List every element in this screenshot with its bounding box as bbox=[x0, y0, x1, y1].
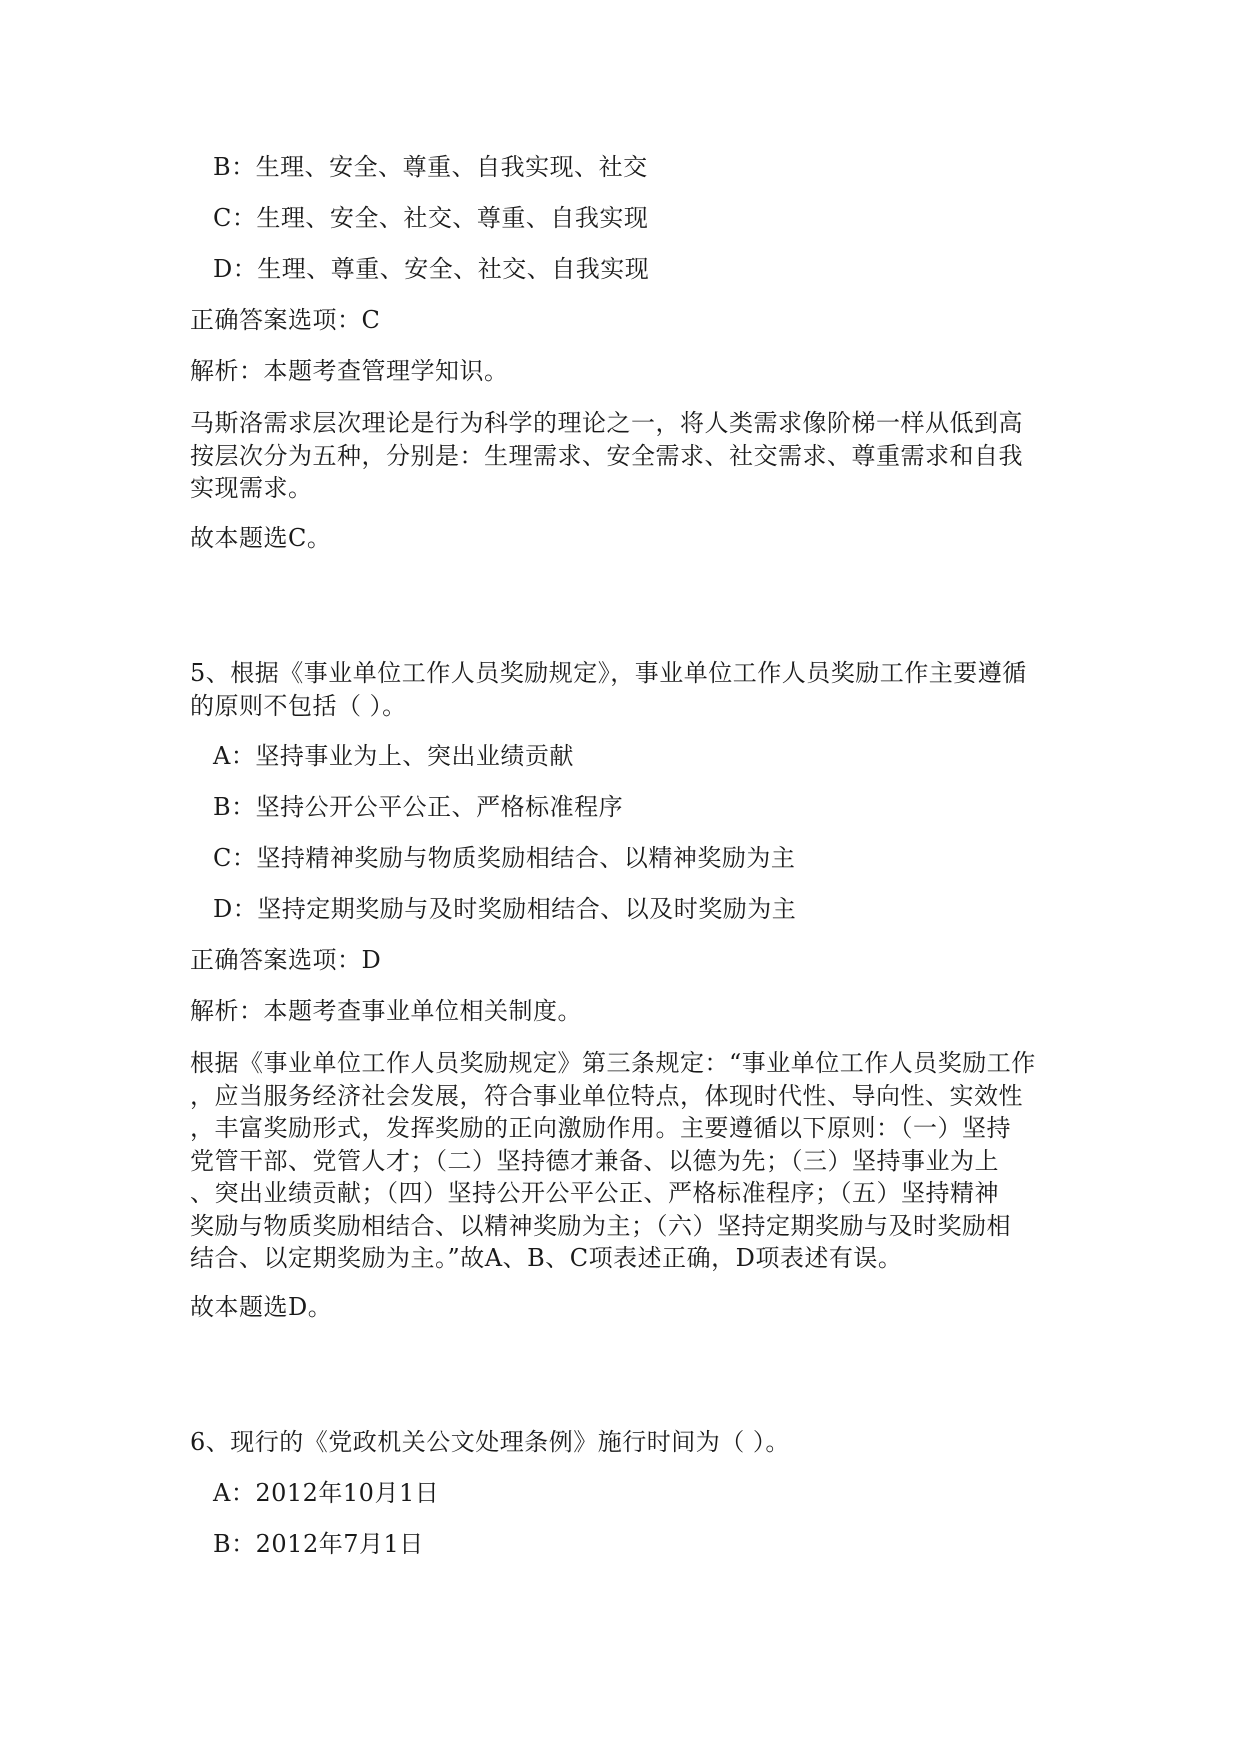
q5-analysis-intro: 解析：本题考查事业单位相关制度。 bbox=[190, 997, 582, 1025]
q4-option-b: B：生理、安全、尊重、自我实现、社交 bbox=[213, 153, 648, 181]
q5-option-d: D：坚持定期奖励与及时奖励相结合、以及时奖励为主 bbox=[213, 895, 797, 923]
q5-analysis-line: 奖励与物质奖励相结合、以精神奖励为主；（六）坚持定期奖励与及时奖励相 bbox=[190, 1211, 1011, 1240]
q4-option-d: D：生理、尊重、安全、社交、自我实现 bbox=[213, 255, 650, 283]
q5-analysis-line: 结合、以定期奖励为主。”故A、B、C项表述正确，D项表述有误。 bbox=[190, 1244, 903, 1272]
q5-analysis-line: ，应当服务经济社会发展，符合事业单位特点，体现时代性、导向性、实效性 bbox=[190, 1081, 1023, 1110]
q4-analysis-line: 按层次分为五种，分别是：生理需求、安全需求、社交需求、尊重需求和自我 bbox=[190, 441, 1023, 470]
q5-analysis-body bbox=[190, 1047, 1060, 1275]
q5-analysis-line: 、突出业绩贡献；（四）坚持公开公平公正、严格标准程序；（五）坚持精神 bbox=[190, 1179, 999, 1207]
q6-option-a: A：2012年10月1日 bbox=[213, 1479, 440, 1507]
q4-option-c: C：生理、安全、社交、尊重、自我实现 bbox=[213, 204, 649, 232]
q4-analysis-line: 实现需求。 bbox=[190, 474, 313, 502]
q5-question-line: 的原则不包括（ ）。 bbox=[190, 691, 407, 720]
q5-answer: 正确答案选项：D bbox=[190, 946, 382, 974]
q5-analysis-line: 根据《事业单位工作人员奖励规定》第三条规定：“事业单位工作人员奖励工作 bbox=[190, 1049, 1036, 1077]
q4-analysis-body bbox=[190, 407, 1060, 505]
q6-question: 6、现行的《党政机关公文处理条例》施行时间为（ ）。 bbox=[190, 1428, 790, 1456]
q5-option-b: B：坚持公开公平公正、严格标准程序 bbox=[213, 793, 624, 821]
q4-analysis-intro: 解析：本题考查管理学知识。 bbox=[190, 357, 509, 385]
q5-analysis-line: ，丰富奖励形式，发挥奖励的正向激励作用。主要遵循以下原则：（一）坚持 bbox=[190, 1114, 1011, 1142]
q5-question bbox=[190, 657, 1060, 722]
q5-conclusion: 故本题选D。 bbox=[190, 1293, 333, 1321]
q5-option-c: C：坚持精神奖励与物质奖励相结合、以精神奖励为主 bbox=[213, 844, 796, 872]
q4-conclusion: 故本题选C。 bbox=[190, 524, 332, 552]
q6-option-b: B：2012年7月1日 bbox=[213, 1530, 424, 1558]
q4-answer: 正确答案选项：C bbox=[190, 306, 381, 334]
q5-analysis-line: 党管干部、党管人才；（二）坚持德才兼备、以德为先；（三）坚持事业为上 bbox=[190, 1146, 999, 1175]
q4-analysis-line: 马斯洛需求层次理论是行为科学的理论之一，将人类需求像阶梯一样从低到高 bbox=[190, 409, 1023, 437]
q5-question-line: 5、根据《事业单位工作人员奖励规定》，事业单位工作人员奖励工作主要遵循 bbox=[190, 659, 1027, 687]
q5-option-a: A：坚持事业为上、突出业绩贡献 bbox=[213, 742, 574, 770]
